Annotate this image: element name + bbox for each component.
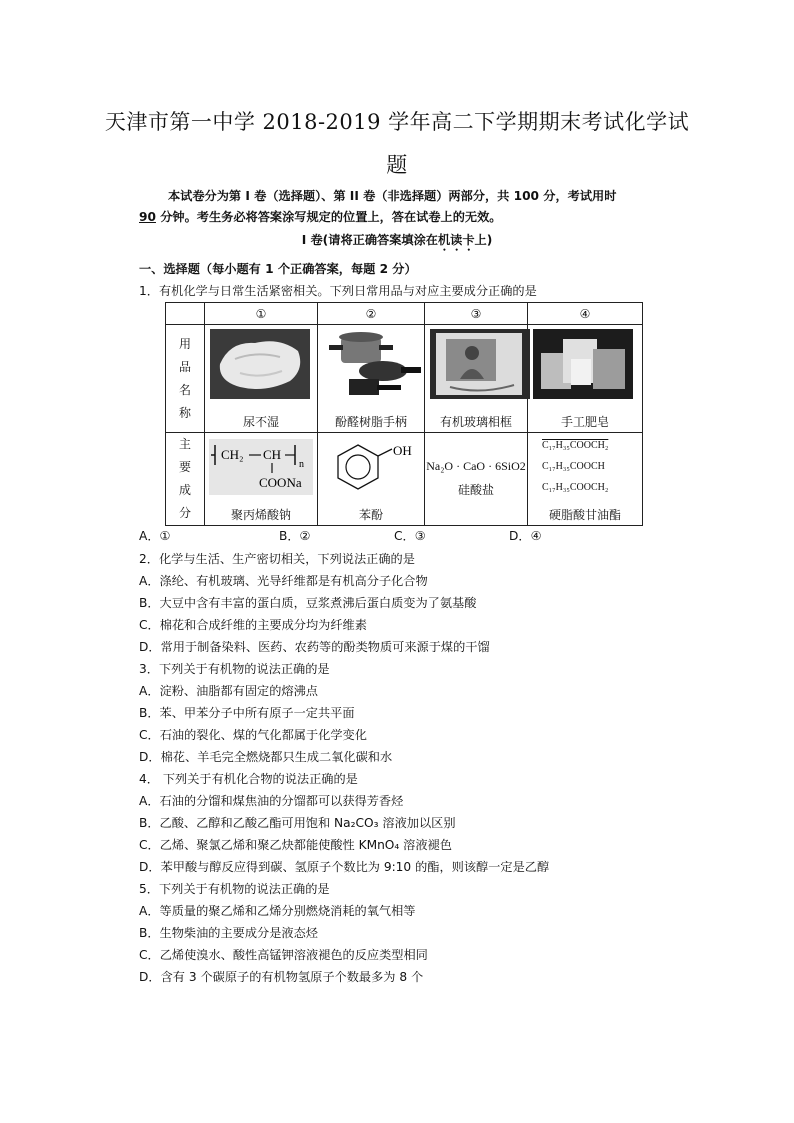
section1-header-pre: I 卷(请将正确答案填涂在 bbox=[301, 233, 438, 247]
formula-ch2: CH₂ bbox=[221, 447, 244, 462]
q2-stem: 2．化学与生活、生产密切相关，下列说法正确的是 bbox=[139, 552, 415, 566]
item-name-1: 尿不湿 bbox=[242, 415, 279, 429]
q5-stem: 5．下列关于有机物的说法正确的是 bbox=[139, 882, 330, 896]
q1-option-c[interactable]: C．③ bbox=[394, 529, 426, 543]
q3-option-a[interactable]: A．淀粉、油脂都有固定的熔沸点 bbox=[139, 684, 318, 698]
q2-option-c[interactable]: C．棉花和合成纤维的主要成分均为纤维素 bbox=[139, 618, 367, 632]
q4-option-a[interactable]: A．石油的分馏和煤焦油的分馏都可以获得芳香烃 bbox=[139, 794, 404, 808]
col-header-1: ① bbox=[205, 303, 318, 325]
row-label-component bbox=[166, 433, 205, 526]
intro-line1: 本试卷分为第 I 卷（选择题）、第 II 卷（非选择题）两部分，共 100 分，考试用时 bbox=[168, 189, 617, 203]
cookware-photo bbox=[323, 329, 423, 399]
q2-option-a[interactable]: A．涤纶、有机玻璃、光导纤维都是有机高分子化合物 bbox=[139, 574, 428, 588]
q5-option-a[interactable]: A．等质量的聚乙烯和乙烯分别燃烧消耗的氧气相等 bbox=[139, 904, 416, 918]
row-label-char: 主 bbox=[178, 437, 191, 451]
q2-option-d[interactable]: D．常用于制备染料、医药、农药等的酚类物质可来源于煤的干馏 bbox=[139, 640, 490, 654]
soap-photo bbox=[533, 329, 633, 399]
intro-line2-text: 分钟。考生务必将答案涂写规定的位置上，答在试卷上的无效。 bbox=[155, 210, 502, 224]
col-header-4: ④ bbox=[528, 303, 643, 325]
stearin-line-2: C₁₇H₃₅COOCH bbox=[542, 461, 605, 472]
section1-header-post: 上) bbox=[474, 233, 493, 247]
stearin-formula bbox=[542, 435, 608, 498]
intro-line2 bbox=[139, 207, 669, 228]
table-corner bbox=[166, 303, 205, 325]
q5-option-d[interactable]: D．含有 3 个碳原子的有机物氢原子个数最多为 8 个 bbox=[139, 970, 424, 984]
component-name-3: 硅酸盐 bbox=[457, 483, 494, 497]
component-cell-2 bbox=[318, 433, 425, 526]
formula-n: n bbox=[299, 459, 304, 470]
section1-header bbox=[0, 231, 794, 254]
q4-stem: 4． 下列关于有机化合物的说法正确的是 bbox=[139, 772, 358, 786]
item-cell-3 bbox=[425, 325, 528, 433]
component-name-2: 苯酚 bbox=[358, 508, 383, 522]
q5-option-c[interactable]: C．乙烯使溴水、酸性高锰钾溶液褪色的反应类型相同 bbox=[139, 948, 428, 962]
item-cell-4 bbox=[528, 325, 643, 433]
item-cell-1 bbox=[205, 325, 318, 433]
formula-ch: CH bbox=[263, 447, 282, 462]
item-name-3: 有机玻璃相框 bbox=[439, 415, 512, 429]
q3-option-c[interactable]: C．石油的裂化、煤的气化都属于化学变化 bbox=[139, 728, 367, 742]
phenol-structure bbox=[336, 443, 416, 491]
q5-option-b[interactable]: B．生物柴油的主要成分是液态烃 bbox=[139, 926, 318, 940]
diaper-photo bbox=[210, 329, 310, 399]
part1-title: 一、选择题（每小题有 1 个正确答案，每题 2 分） bbox=[139, 262, 417, 276]
row-label-char: 分 bbox=[178, 506, 191, 520]
row-label-item-name bbox=[166, 325, 205, 433]
exam-title-line1: 天津市第一中学 2018-2019 学年高二下学期期末考试化学试 bbox=[104, 110, 690, 134]
row-label-char: 成 bbox=[178, 483, 191, 497]
photo-frame-photo bbox=[430, 329, 530, 399]
exam-duration: 90 bbox=[139, 210, 156, 224]
polyacrylate-formula bbox=[209, 439, 313, 495]
component-name-4: 硬脂酸甘油酯 bbox=[548, 508, 621, 522]
component-cell-3 bbox=[425, 433, 528, 526]
formula-coona: COONa bbox=[259, 475, 302, 490]
section1-header-emphasis: 机读卡 bbox=[437, 233, 475, 247]
stearin-line-3: C₁₇H₃₅COOCH₂ bbox=[542, 482, 609, 493]
q2-option-b[interactable]: B．大豆中含有丰富的蛋白质，豆浆煮沸后蛋白质变为了氨基酸 bbox=[139, 596, 477, 610]
q3-stem: 3．下列关于有机物的说法正确的是 bbox=[139, 662, 330, 676]
component-cell-4 bbox=[528, 433, 643, 526]
q4-option-d[interactable]: D．苯甲酸与醇反应得到碳、氢原子个数比为 9:10 的酯，则该醇一定是乙醇 bbox=[139, 860, 550, 874]
q4-option-b[interactable]: B．乙酸、乙醇和乙酸乙酯可用饱和 Na₂CO₃ 溶液加以区别 bbox=[139, 816, 456, 830]
col-header-2: ② bbox=[318, 303, 425, 325]
q3-option-b[interactable]: B．苯、甲苯分子中所有原子一定共平面 bbox=[139, 706, 355, 720]
q1-table bbox=[165, 302, 643, 526]
row-label-char: 称 bbox=[178, 405, 191, 420]
silicate-formula: Na₂O · CaO · 6SiO2 bbox=[426, 459, 526, 473]
component-name-1: 聚丙烯酸钠 bbox=[230, 508, 291, 522]
row-label-char: 用 bbox=[178, 336, 191, 351]
row-label-char: 品 bbox=[178, 359, 191, 374]
q1-stem: 1．有机化学与日常生活紧密相关。下列日常用品与对应主要成分正确的是 bbox=[139, 284, 537, 298]
q1-option-d[interactable]: D．④ bbox=[509, 529, 542, 543]
row-label-char: 名 bbox=[178, 382, 191, 397]
q3-option-d[interactable]: D．棉花、羊毛完全燃烧都只生成二氧化碳和水 bbox=[139, 750, 393, 764]
q1-option-b[interactable]: B．② bbox=[279, 529, 311, 543]
stearin-line-1: C₁₇H₃₅COOCH₂ bbox=[542, 440, 609, 451]
item-name-2: 酚醛树脂手柄 bbox=[334, 415, 407, 429]
q1-option-a[interactable]: A．① bbox=[139, 529, 171, 543]
component-cell-1 bbox=[205, 433, 318, 526]
col-header-3: ③ bbox=[425, 303, 528, 325]
item-cell-2 bbox=[318, 325, 425, 433]
exam-title-line2: 题 bbox=[386, 153, 408, 177]
row-label-char: 要 bbox=[178, 460, 191, 474]
item-name-4: 手工肥皂 bbox=[560, 415, 609, 429]
q4-option-c[interactable]: C．乙烯、聚氯乙烯和聚乙炔都能使酸性 KMnO₄ 溶液褪色 bbox=[139, 838, 452, 852]
phenol-oh: OH bbox=[393, 443, 412, 458]
